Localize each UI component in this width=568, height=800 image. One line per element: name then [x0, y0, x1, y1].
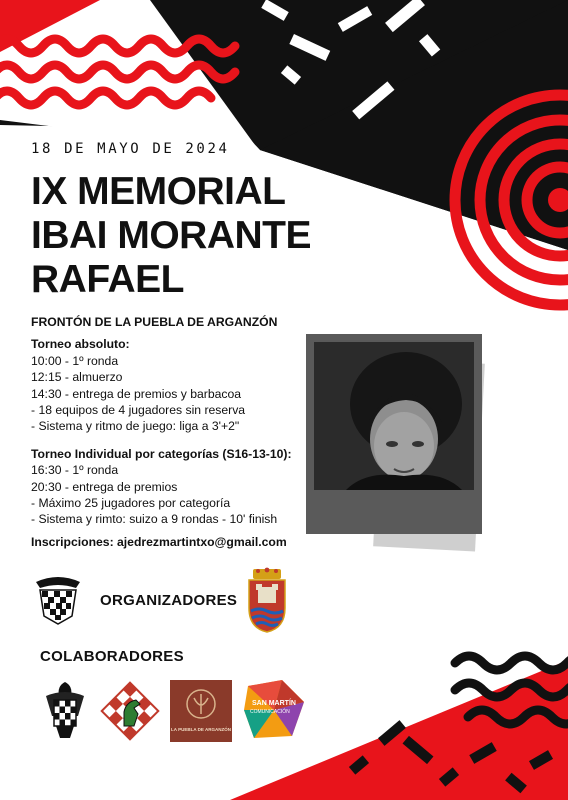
collaborators-label: COLABORADORES [40, 648, 184, 665]
individual-line: - Máximo 25 jugadores por categoría [31, 496, 231, 511]
photo-portrait [306, 334, 482, 534]
absolute-tournament-heading: Torneo absoluto: [31, 337, 130, 352]
absolute-line: 14:30 - entrega de premios y barbacoa [31, 386, 242, 401]
absolute-line: 10:00 - 1º ronda [31, 353, 119, 368]
title-line-1: IX MEMORIAL [31, 170, 286, 213]
san-martin-text: SAN MARTÍN [252, 700, 296, 707]
event-info [31, 314, 292, 550]
title-line-2: IBAI MORANTE [31, 214, 311, 257]
absolute-line: - 18 equipos de 4 jugadores sin reserva [31, 403, 246, 418]
individual-tournament-heading: Torneo Individual por categorías (S16-13-10): [31, 446, 292, 461]
municipal-coat-of-arms [246, 567, 288, 633]
individual-line: - Sistema y rimto: suizo a 9 rondas - 10' finish [31, 512, 278, 527]
organizers-label: ORGANIZADORES [100, 592, 238, 609]
venue: FRONTÓN DE LA PUEBLA DE ARGANZÓN [31, 315, 278, 329]
collaborator-logo-eagle [42, 678, 88, 742]
event-date: 18 DE MAYO DE 2024 [31, 141, 230, 157]
collaborator-logo-chess-knight [98, 680, 162, 742]
registration-email[interactable]: Inscripciones: ajedrezmartintxo@gmail.com [31, 534, 287, 549]
san-martin-subtext: COMUNICACIÓN [250, 709, 290, 715]
individual-line: 16:30 - 1º ronda [31, 463, 119, 478]
chess-club-logo [32, 574, 84, 626]
event-title [31, 170, 311, 302]
individual-line: 20:30 - entrega de premios [31, 479, 178, 494]
absolute-line: - Sistema y ritmo de juego: liga a 3'+2" [31, 419, 240, 434]
collaborator-logo-san-martin [242, 680, 308, 740]
absolute-line: 12:15 - almuerzo [31, 370, 123, 385]
arganzon-logo-text: LA PUEBLA DE ARGANZÓN [171, 727, 231, 732]
collaborator-logo-arganzon [170, 680, 232, 742]
title-line-3: RAFAEL [31, 258, 184, 301]
